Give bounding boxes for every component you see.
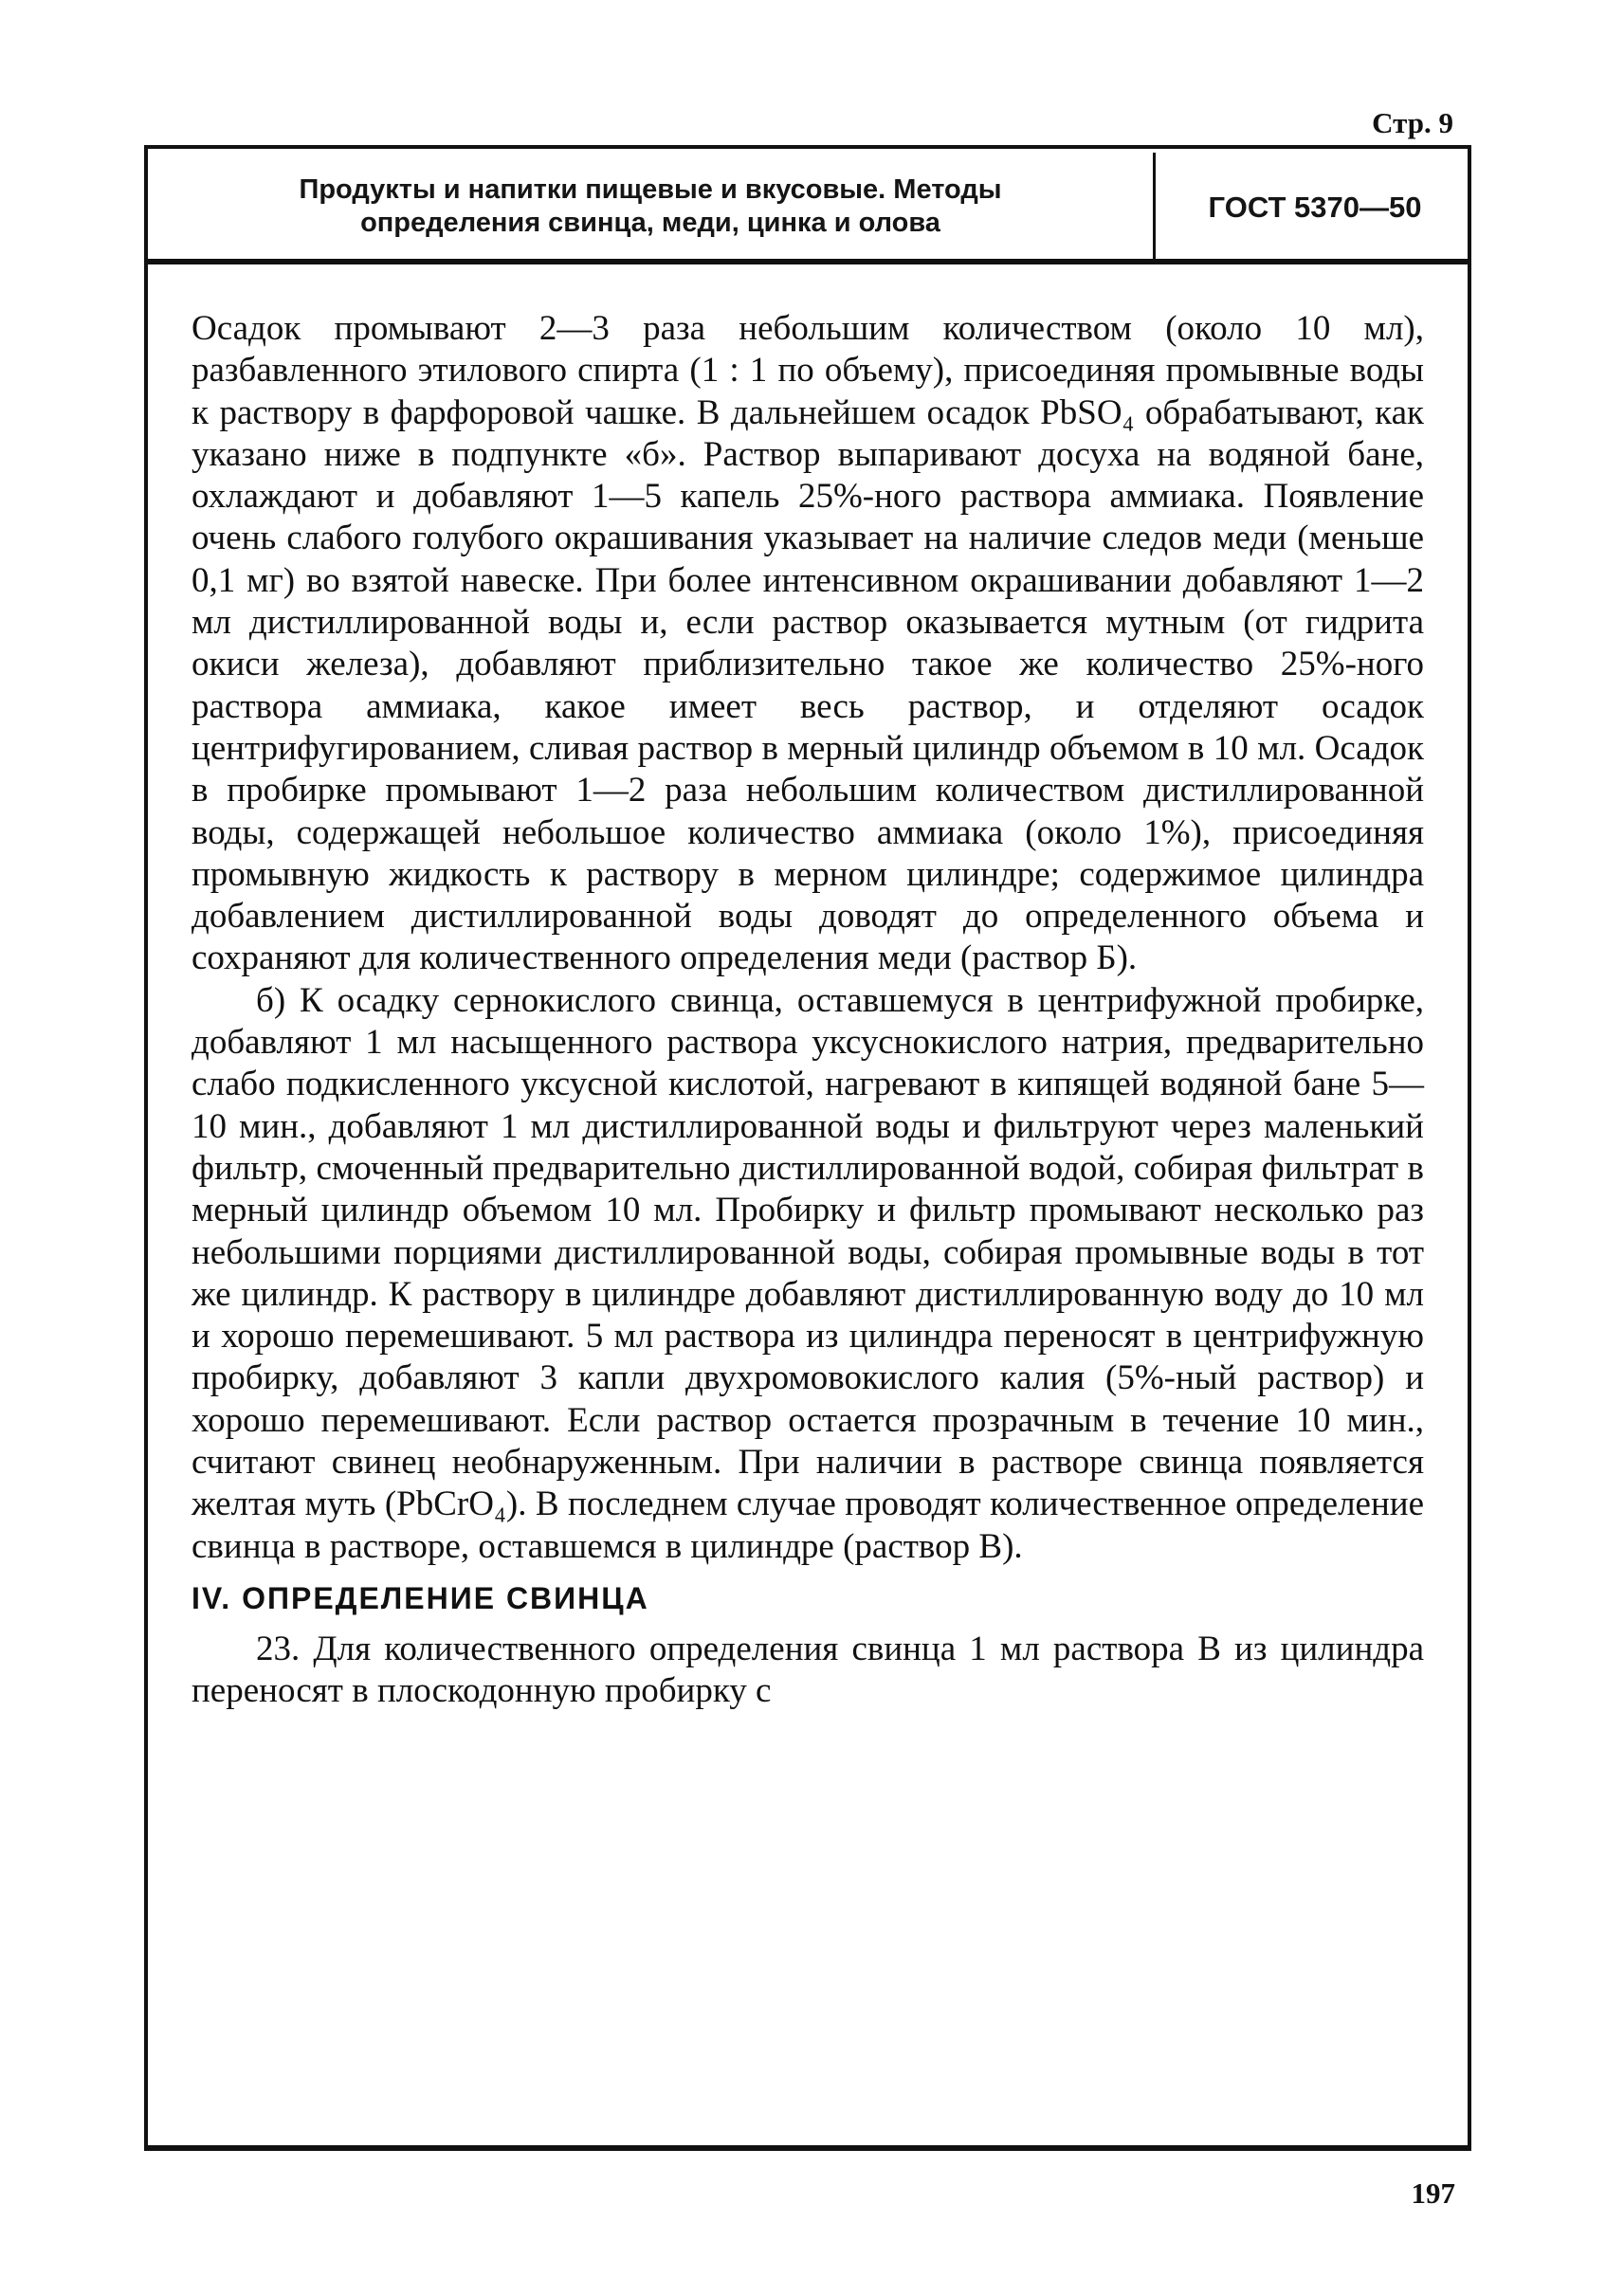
paragraph-2: б) К осадку сернокислого свинца, оставшемуся в центрифужной пробирке, добавляют 1 мл насыщенного раствора уксуснокислого натрия, предварительно слабо подкисленного уксусной кислотой, нагревают в кипящей водяной бане 5—10 мин., добавляют 1 мл дистиллированной воды и фильтруют через маленький фильтр, смоченный предварительно дистиллированной водой, собирая фильтрат в мерный цилиндр объемом 10 мл. Пробирку и фильтр промывают несколько раз небольшими порциями дистиллированной воды, собирая промывные воды в тот же цилиндр. К раствору в цилиндре добавляют дистиллированную воду до 10 мл и хорошо перемешивают. 5 мл раствора из цилиндра переносят в центрифужную пробирку, добавляют 3 капли двухромовокислого калия (5%-ный раствор) и хорошо перемешивают. Если раствор остается прозрачным в течение 10 мин., считают свинец необнаруженным. При наличии в растворе свинца появляется желтая муть (PbCrO₄). В последнем случае проводят количественное определение свинца в растворе, оставшемся в цилиндре (раствор В). bbox=[192, 980, 1424, 1566]
header-title-line-1: Продукты и напитки пищевые и вкусовые. Методы bbox=[299, 174, 1002, 205]
header-divider bbox=[1153, 153, 1156, 261]
page-label: Стр. 9 bbox=[1372, 106, 1453, 139]
document-header bbox=[148, 149, 1468, 264]
paragraph-3: 23. Для количественного определения свинца 1 мл раствора В из цилиндра переносят в плоскодонную пробирку с bbox=[192, 1629, 1424, 1711]
paragraph-1: Осадок промывают 2—3 раза небольшим количеством (около 10 мл), разбавленного этилового спирта (1 : 1 по объему), присоединяя промывные воды к раствору в фарфоровой чашке. В дальнейшем осадок PbSO₄ обрабатывают, как указано ниже в подпункте «б». Раствор выпаривают досуха на водяной бане, охлаждают и добавляют 1—5 капель 25%-ного раствора аммиака. Появление очень слабого голубого окрашивания указывает на наличие следов меди (меньше 0,1 мг) во взятой навеске. При более интенсивном окрашивании добавляют 1—2 мл дистиллированной воды и, если раствор оказывается мутным (от гидрита окиси железа), добавляют приблизительно такое же количество 25%-ного раствора аммиака, какое имеет весь раствор, и отделяют осадок центрифугированием, сливая раствор в мерный цилиндр объемом в 10 мл. Осадок в пробирке промывают 1—2 раза небольшим количеством дистиллированной воды, содержащей небольшое количество аммиака (около 1%), присоединяя промывную жидкость к раствору в мерном цилиндре; содержимое цилиндра добавлением дистиллированной воды доводят до определенного объема и сохраняют для количественного определения меди (раствор Б). bbox=[192, 309, 1424, 978]
body-text bbox=[192, 308, 1424, 1713]
section-heading: IV. ОПРЕДЕЛЕНИЕ СВИНЦА bbox=[192, 1580, 649, 1615]
header-title-line-2: определения свинца, меди, цинка и олова bbox=[360, 208, 940, 238]
page-number: 197 bbox=[1411, 2177, 1455, 2210]
header-title bbox=[148, 173, 1153, 240]
page-frame bbox=[144, 145, 1471, 2151]
standard-code: ГОСТ 5370—50 bbox=[1208, 191, 1422, 224]
